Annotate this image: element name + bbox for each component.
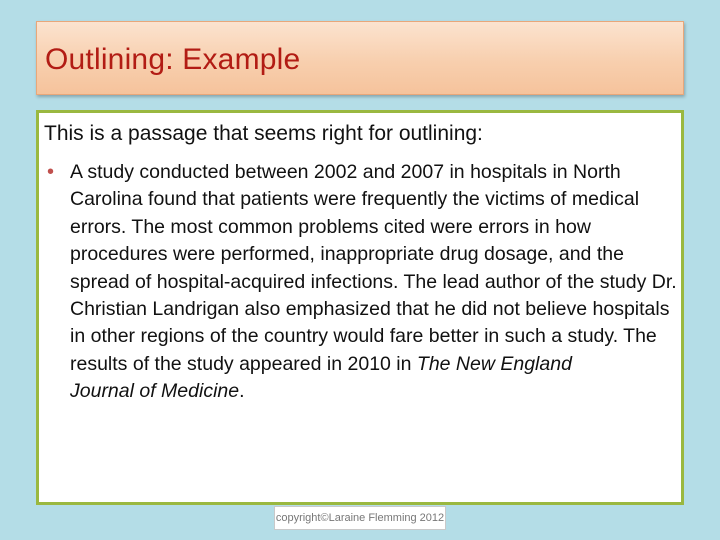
bullet-icon: •	[47, 161, 55, 183]
footer-copyright: copyright©Laraine Flemming 2012	[274, 506, 446, 530]
title-box	[36, 21, 684, 95]
body-text-end: .	[239, 380, 245, 403]
content-box	[36, 110, 684, 505]
journal-title-part1: The New England	[416, 352, 572, 375]
intro-text: This is a passage that seems right for outlining:	[44, 122, 483, 145]
body-text: A study conducted between 2002 and 2007 in hospitals in North Carolina found that patients were frequently the victims of medical errors. The most common problems cited were errors in how procedures were performed, inappropriate drug dosage, and the spread of hospital-acquired infections. The lead author of the study Dr. Christian Landrigan also emphasized that he did not believe hospitals in other regions of the country would fare better in such a study. The results of the study appeared in 2010 in	[70, 161, 677, 375]
journal-title-part2: Journal of Medicine	[70, 380, 240, 403]
body-paragraph	[70, 159, 682, 406]
slide-title: Outlining: Example	[45, 43, 301, 76]
